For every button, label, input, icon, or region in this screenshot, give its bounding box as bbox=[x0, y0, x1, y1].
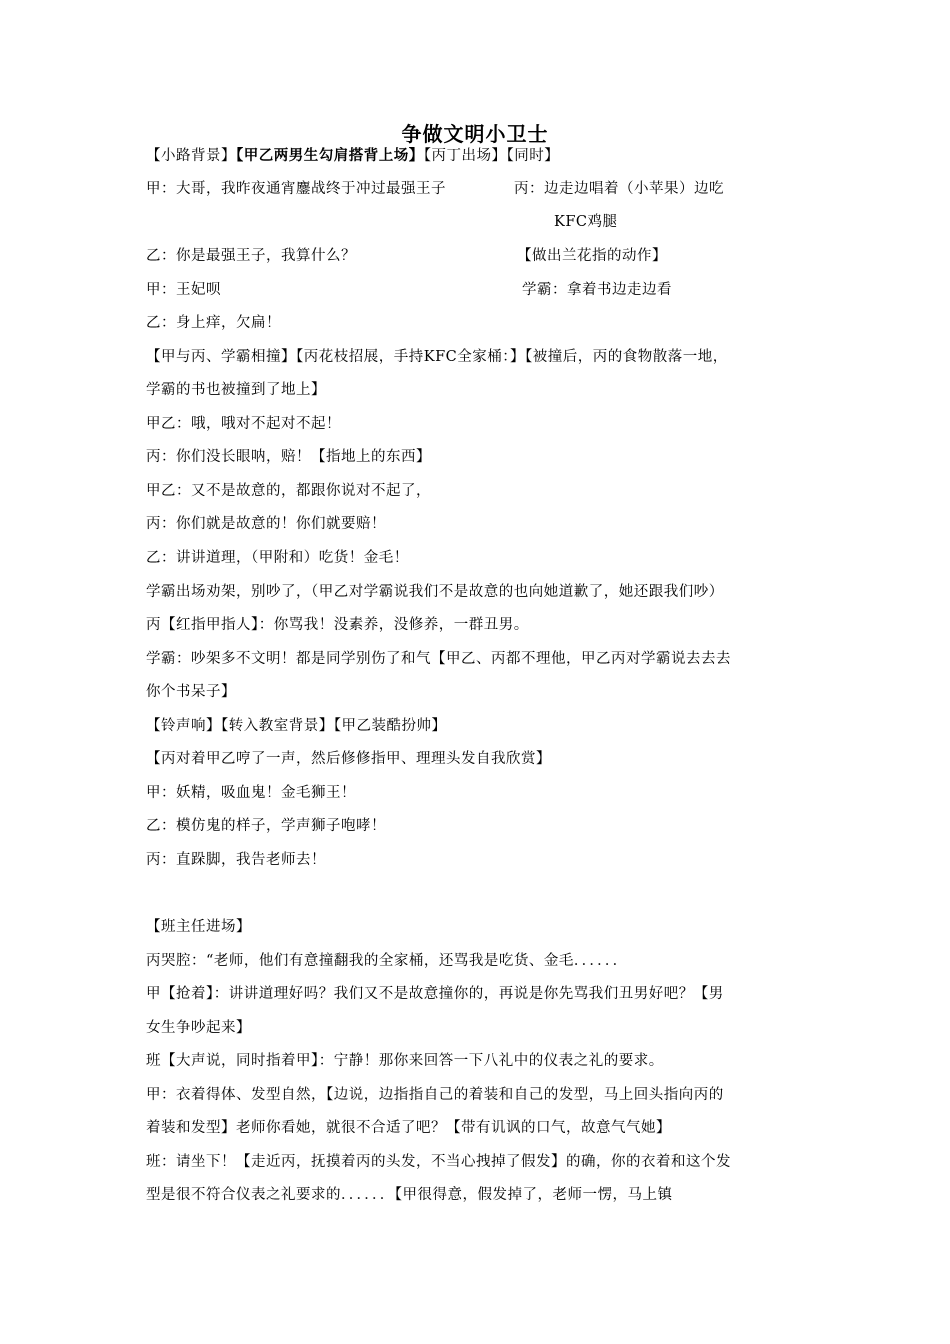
script-line: 甲：衣着得体、发型自然，【边说，边指指自己的着装和自己的发型，马上回头指向丙的 bbox=[146, 1087, 724, 1103]
script-line: 学霸：吵架多不文明！都是同学别伤了和气【甲乙、丙都不理他，甲乙丙对学霸说去去去 bbox=[146, 651, 731, 667]
script-line: 甲：妖精，吸血鬼！金毛狮王！ bbox=[146, 785, 356, 801]
script-line: 【铃声响】【转入教室背景】【甲乙装酷扮帅】 bbox=[146, 718, 447, 734]
script-line: 你个书呆子】 bbox=[146, 684, 236, 700]
script-line: 乙：讲讲道理，（甲附和）吃货！金毛！ bbox=[146, 550, 409, 566]
script-line: 【甲与丙、学霸相撞】【丙花枝招展，手持KFC全家桶：】【被撞后，丙的食物散落一地， bbox=[146, 349, 728, 365]
script-line: 学霸出场劝架，别吵了，（甲乙对学霸说我们不是故意的也向她道歉了，她还跟我们吵） bbox=[146, 584, 724, 600]
stage-direction-entrance: 【甲乙两男生勾肩搭背上场】 bbox=[236, 147, 424, 164]
script-line: 乙：身上痒，欠扁！ bbox=[146, 315, 281, 331]
script-line: 丙哭腔：“老师，他们有意撞翻我的全家桶，还骂我是吃货、金毛．．．．．． bbox=[146, 953, 628, 969]
script-line: 丙【红指甲指人】：你骂我！没素养，没修养，一群丑男。 bbox=[146, 617, 529, 633]
script-line: 【班主任进场】 bbox=[146, 919, 251, 935]
script-line-right: 【做出兰花指的动作】 bbox=[517, 248, 667, 264]
script-line: 丙：你们没长眼呐，赔！【指地上的东西】 bbox=[146, 449, 431, 465]
script-line: 甲乙：哦，哦对不起对不起！ bbox=[146, 416, 341, 432]
script-line: 甲：王妃呗 bbox=[146, 282, 221, 298]
script-line: 【丙对着甲乙哼了一声，然后修修指甲、理理头发自我欣赏】 bbox=[146, 751, 551, 767]
script-line: 着装和发型】老师你看她，就很不合适了吧？【带有讥讽的口气，故意气气她】 bbox=[146, 1120, 671, 1136]
script-line: 甲【抢着】：讲讲道理好吗？我们又不是故意撞你的，再说是你先骂我们丑男好吧？【男 bbox=[146, 986, 724, 1002]
script-line-right: 丙：边走边唱着（小苹果）边吃 bbox=[514, 181, 724, 197]
script-line: 丙：你们就是故意的！你们就要赔！ bbox=[146, 516, 386, 532]
page-title: 争做文明小卫士 bbox=[401, 122, 549, 146]
script-line: 甲：大哥，我昨夜通宵鏖战终于冲过最强王子 bbox=[146, 181, 446, 197]
script-line: 女生争吵起来】 bbox=[146, 1020, 251, 1036]
script-line-right: KFC鸡腿 bbox=[554, 214, 618, 230]
stage-direction-setting: 【小路背景】 bbox=[146, 148, 236, 164]
script-line: 班：请坐下！【走近丙，抚摸着丙的头发，不当心拽掉了假发】的确，你的衣着和这个发 bbox=[146, 1154, 731, 1170]
script-line: 甲乙：又不是故意的，都跟你说对不起了， bbox=[146, 483, 431, 499]
script-line: 型是很不符合仪表之礼要求的．．．．．．【甲很得意，假发掉了，老师一愣，马上镇 bbox=[146, 1187, 673, 1203]
script-line: 班【大声说，同时指着甲】：宁静！那你来回答一下八礼中的仪表之礼的要求。 bbox=[146, 1053, 664, 1069]
script-line: 学霸的书也被撞到了地上】 bbox=[146, 382, 326, 398]
stage-direction-line bbox=[146, 145, 559, 167]
stage-direction-entrance-2: 【丙丁出场】【同时】 bbox=[423, 148, 560, 164]
script-line: 乙：你是最强王子，我算什么？ bbox=[146, 248, 356, 264]
script-line-right: 学霸：拿着书边走边看 bbox=[522, 282, 672, 298]
script-line: 乙：模仿鬼的样子，学声狮子咆哮！ bbox=[146, 818, 386, 834]
script-line: 丙：直跺脚，我告老师去！ bbox=[146, 852, 326, 868]
